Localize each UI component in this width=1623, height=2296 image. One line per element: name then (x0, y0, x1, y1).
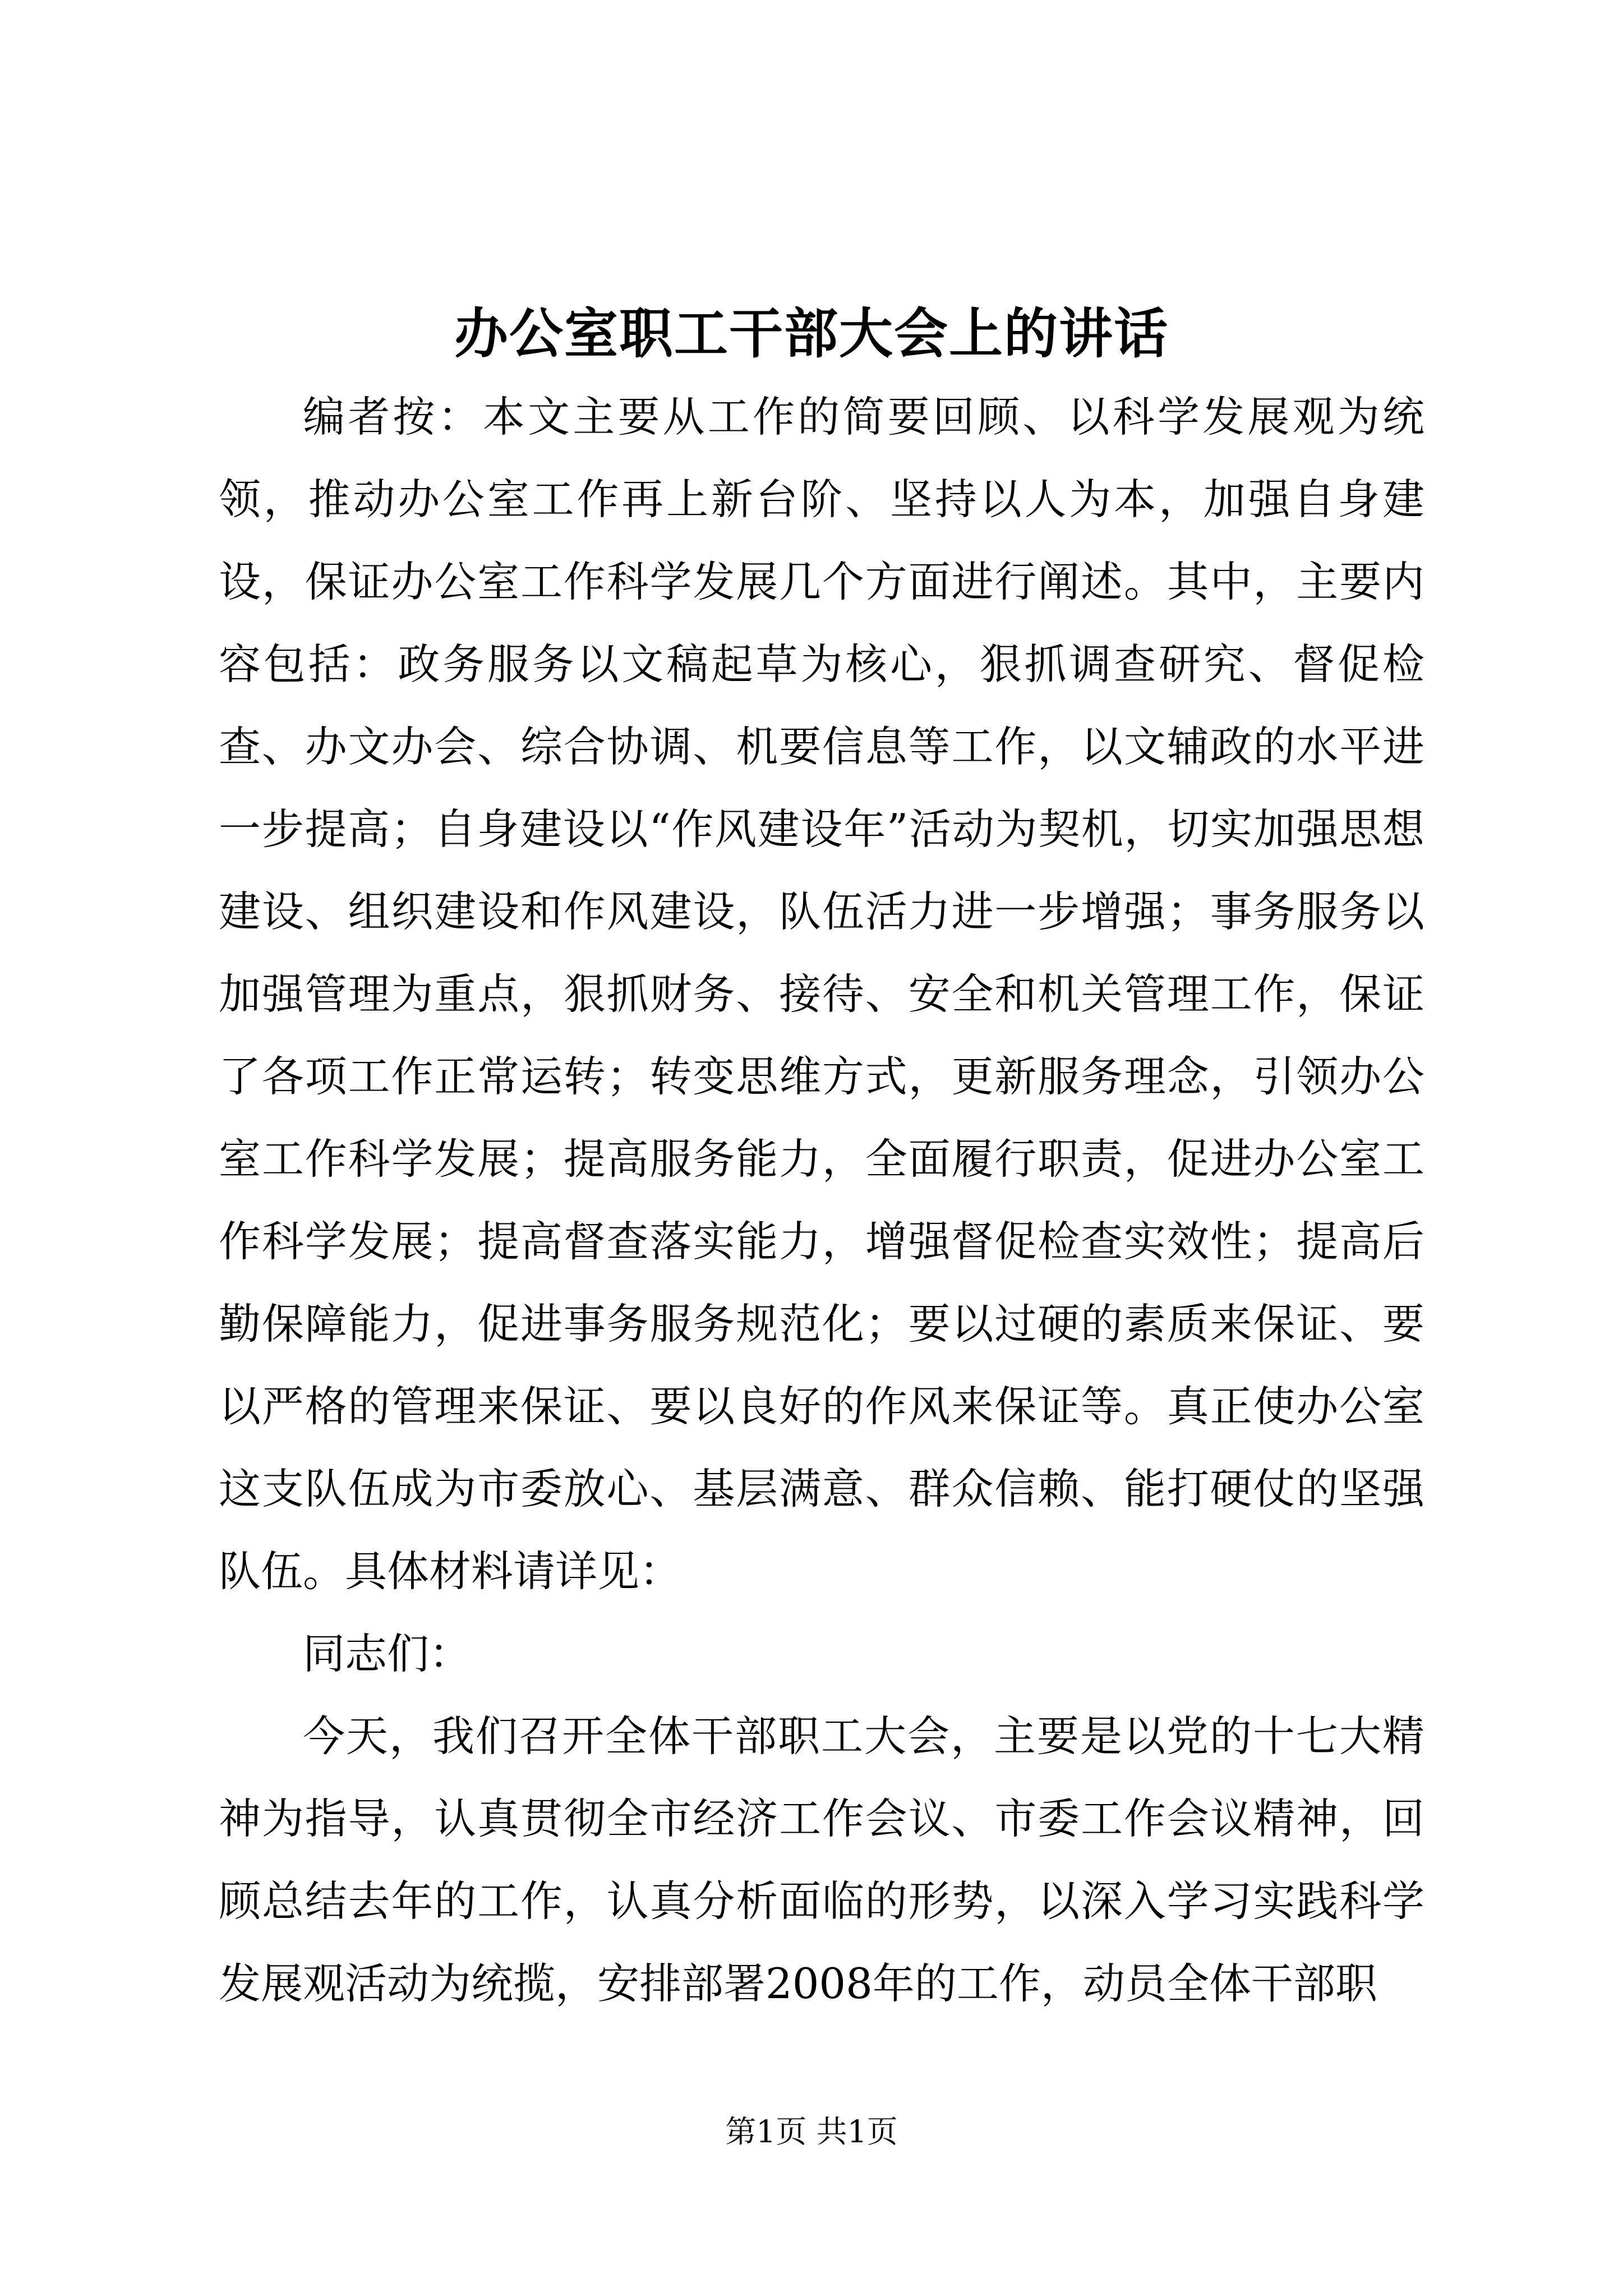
document-title: 办公室职工干部大会上的讲话 (454, 302, 1169, 365)
speech-opening-paragraph: 今天，我们召开全体干部职工大会，主要是以党的十七大精神为指导，认真贯彻全市经济工作会议、市委工作会议精神，回顾总结去年的工作，认真分析面临的形势，以深入学习实践科学发展观活动为统揽，安排部署2008年的工作，动员全体干部职 (219, 1711, 1424, 2008)
salutation-paragraph: 同志们： (303, 1629, 472, 1678)
document-body (219, 376, 1424, 2025)
page-number-footer: 第1页 共1页 (725, 2114, 898, 2150)
editor-note-paragraph: 编者按：本文主要从工作的简要回顾、以科学发展观为统领，推动办公室工作再上新台阶、坚持以人为本，加强自身建设，保证办公室工作科学发展几个方面进行阐述。其中，主要内容包括：政务服务以文稿起草为核心，狠抓调查研究、督促检查、办文办会、综合协调、机要信息等工作，以文辅政的水平进一步提高；自身建设以“作风建设年”活动为契机，切实加强思想建设、组织建设和作风建设，队伍活力进一步增强；事务服务以加强管理为重点，狠抓财务、接待、安全和机关管理工作，保证了各项工作正常运转；转变思维方式，更新服务理念，引领办公室工作科学发展；提高服务能力，全面履行职责，促进办公室工作科学发展；提高督查落实能力，增强督促检查实效性；提高后勤保障能力，促进事务服务规范化；要以过硬的素质来保证、要以严格的管理来保证、要以良好的作风来保证等。真正使办公室这支队伍成为市委放心、基层满意、群众信赖、能打硬仗的坚强队伍。具体材料请详见： (219, 392, 1424, 1596)
